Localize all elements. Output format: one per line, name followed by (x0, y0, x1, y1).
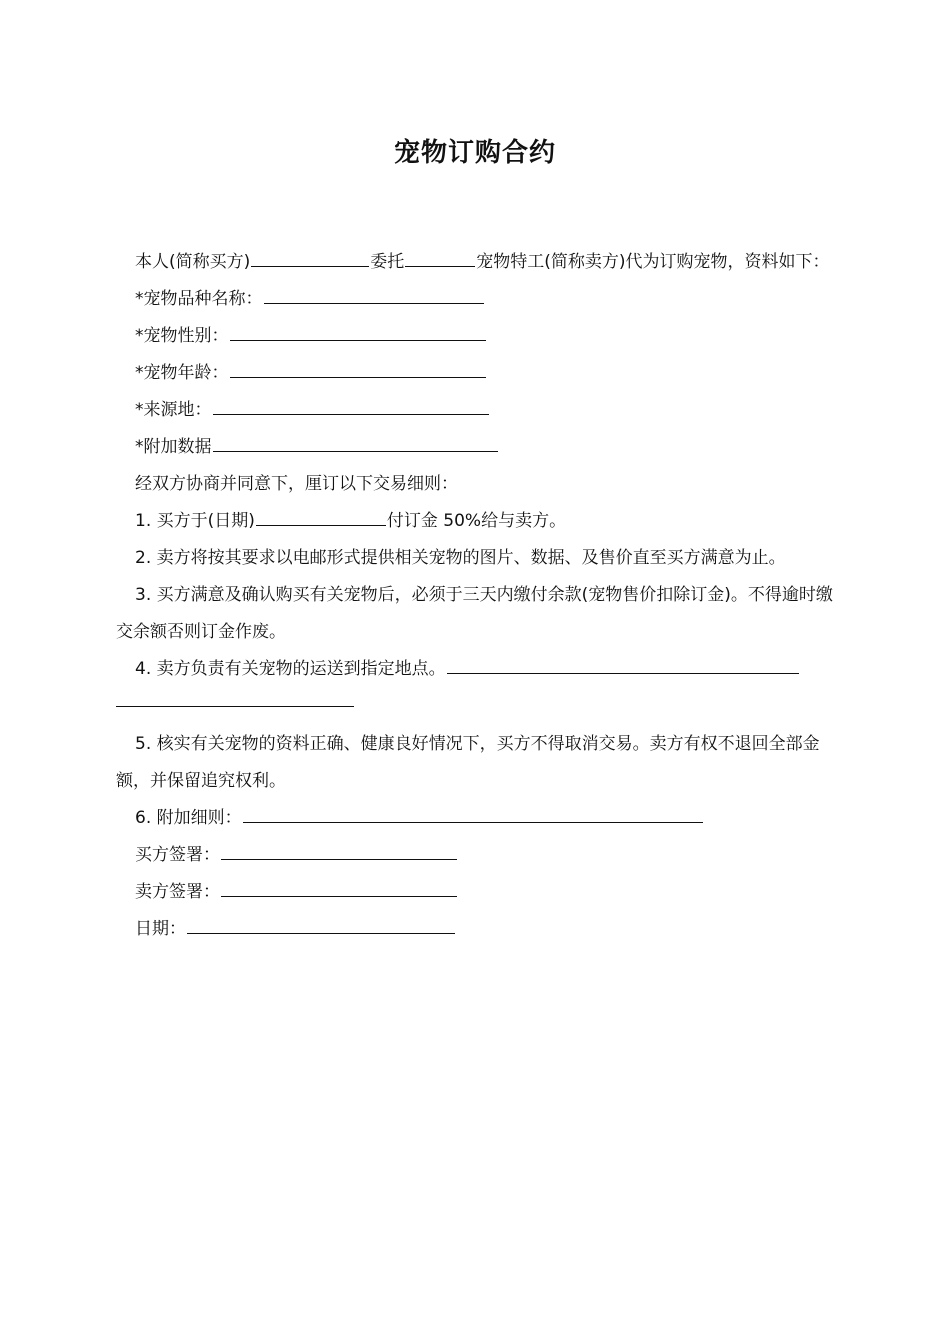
term-1-label: 1. 买方于(日期) (135, 511, 255, 531)
field-pet-gender (116, 318, 836, 355)
seller-signature-blank[interactable] (221, 878, 457, 897)
term-1 (116, 503, 836, 540)
buyer-signature-label: 买方签署： (135, 845, 220, 865)
date-label: 日期： (135, 919, 186, 939)
term-4-text: 4. 卖方负责有关宠物的运送到指定地点。 (135, 659, 446, 679)
term-4 (116, 651, 836, 688)
term-5: 5. 核实有关宠物的资料正确、健康良好情况下，买方不得取消交易。卖方有权不退回全部金额，并保留追究权利。 (116, 734, 820, 791)
field-pet-breed (116, 281, 836, 318)
field-extra-data (116, 429, 836, 466)
term-3: 3. 买方满意及确认购买有关宠物后，必须于三天内缴付余款(宠物售价扣除订金)。不得逾时缴交余额否则订金作废。 (116, 585, 833, 642)
field-label: *宠物性别： (135, 326, 229, 346)
date-blank[interactable] (187, 915, 455, 934)
agreement-intro: 经双方协商并同意下，厘订以下交易细则： (135, 474, 458, 494)
buyer-signature-blank[interactable] (221, 841, 457, 860)
seller-signature-label: 卖方签署： (135, 882, 220, 902)
intro-paragraph (116, 244, 836, 281)
delivery-location-blank-continued[interactable] (116, 688, 354, 707)
pet-breed-blank[interactable] (264, 285, 484, 304)
field-origin (116, 392, 836, 429)
extra-terms-blank[interactable] (243, 804, 703, 823)
buyer-name-blank[interactable] (251, 248, 369, 267)
intro-entrust-label: 委托 (370, 252, 405, 272)
field-label: *附加数据 (135, 437, 212, 457)
term-6-label: 6. 附加细则： (135, 808, 242, 828)
document-title: 宠物订购合约 (393, 138, 556, 168)
buyer-signature (116, 837, 836, 874)
term-2: 2. 卖方将按其要求以电邮形式提供相关宠物的图片、数据、及售价直至买方满意为止。 (135, 548, 786, 568)
field-label: *来源地： (135, 400, 212, 420)
field-label: *宠物年龄： (135, 363, 229, 383)
field-pet-age (116, 355, 836, 392)
pet-gender-blank[interactable] (230, 322, 486, 341)
entrusted-blank[interactable] (405, 248, 475, 267)
extra-data-blank[interactable] (213, 433, 498, 452)
intro-seller-label: 宠物特工(简称卖方)代为订购宠物，资料如下： (476, 252, 830, 272)
pet-age-blank[interactable] (230, 359, 486, 378)
origin-blank[interactable] (213, 396, 489, 415)
term-1-text: 付订金 50%给与卖方。 (386, 511, 567, 531)
intro-buyer-label: 本人(简称买方) (135, 252, 251, 272)
seller-signature (116, 874, 836, 911)
delivery-location-blank[interactable] (447, 655, 799, 674)
sign-date (116, 911, 836, 948)
term-6 (116, 800, 836, 837)
contract-body (116, 244, 836, 948)
deposit-date-blank[interactable] (256, 507, 386, 526)
field-label: *宠物品种名称： (135, 289, 263, 309)
